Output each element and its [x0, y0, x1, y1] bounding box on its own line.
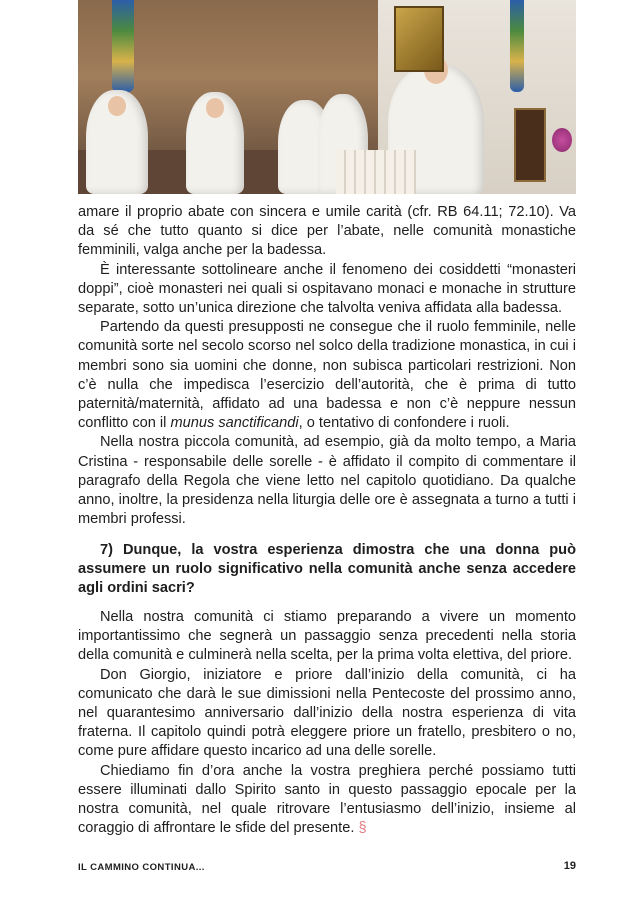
paragraph: Nella nostra comunità ci stiamo preparando a vivere un momento importantissimo che segnerà un passaggio senza precedenti nella storia della comunità e culminerà nella scelta, per la prima volta elettiva, del priore. [78, 609, 576, 664]
stained-glass-window [510, 0, 524, 92]
paragraph [78, 318, 576, 433]
paragraph: Don Giorgio, iniziatore e priore dall’inizio della comunità, ci ha comunicato che darà le sue dimissioni nella Pentecoste del prossimo anno, nel quarantesimo anniversario dall’inizio della nostra esperienza di vita fraterna. Il capitolo quindi potrà eleggere priore un fratello, presbitero o no, come pure affidare questo incarico ad una delle sorelle. [78, 666, 576, 760]
paragraph-text: Partendo da questi presupposti ne consegue che il ruolo femminile, nelle comunità sorte nel secolo scorso nel solco della tradizione monastica, in cui i membri sono sia uomini che donne, non subisca particolari restrizioni. Non c’è nulla che impedisca l’esercizio dell’autorità, che è prima di tutto paternità/maternità, affidato ad una badessa e non c’è neppure nessun conflitto con il [78, 319, 576, 432]
altar [336, 150, 416, 194]
latin-term: munus sanctificandi [170, 415, 299, 432]
paragraph: amare il proprio abate con sincera e umile carità (cfr. RB 64.11; 72.10). Va da sé che tutto quanto si dice per l’abate, nelle comunità monastiche femminili, valga anche per la badessa. [78, 204, 576, 259]
gospel-book [394, 6, 444, 72]
interview-question: 7) Dunque, la vostra esperienza dimostra che una donna può assumere un ruolo significativo nella comunità anche senza accedere agli ordini sacri? [78, 542, 576, 597]
nun-face [206, 98, 224, 118]
end-of-article-mark: § [358, 820, 367, 837]
running-footer-title: IL CAMMINO CONTINUA... [78, 862, 205, 873]
paragraph-text: , o tentativo di confondere i ruoli. [298, 415, 510, 432]
orchid-flowers [552, 128, 572, 152]
icon-painting [514, 108, 546, 182]
paragraph [78, 762, 576, 839]
header-photo [78, 0, 576, 194]
article-body [78, 203, 576, 529]
answer-body [78, 608, 576, 838]
stained-glass-window [112, 0, 134, 92]
paragraph: Nella nostra piccola comunità, ad esempio, già da molto tempo, a Maria Cristina - responsabile delle sorelle - è affidato il compito di commentare il paragrafo della Regola che viene letto nel capitolo quotidiano. Da qualche anno, inoltre, la presidenza nella liturgia delle ore è assegnata a turno a tutti i membri professi. [78, 434, 576, 528]
paragraph-text: Chiediamo fin d’ora anche la vostra preghiera perché possiamo tutti essere illuminati dallo Spirito santo in questo passaggio epocale per la nostra comunità, nel quale ritrovare l’entusiasmo dell’inizio, insieme al coraggio di affrontare le sfide del presente. [78, 762, 576, 837]
nun-face [108, 96, 126, 116]
page-number: 19 [563, 860, 576, 872]
paragraph: È interessante sottolineare anche il fenomeno dei cosiddetti “monasteri doppi”, cioè monasteri nei quali si ospitavano monaci e monache in strutture separate, sotto un’unica direzione che talvolta veniva affidata alla badessa. [78, 261, 576, 317]
